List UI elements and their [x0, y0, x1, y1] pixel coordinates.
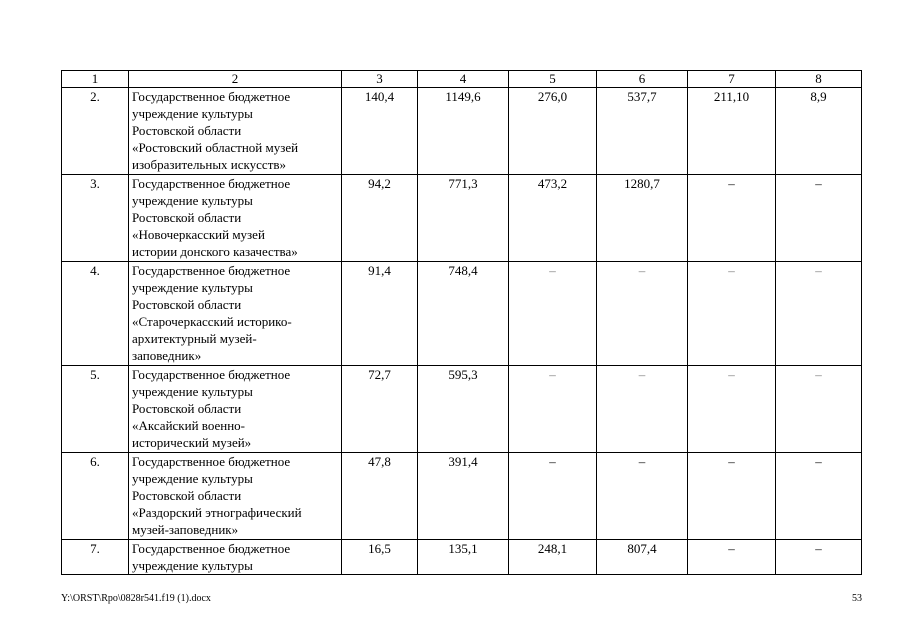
cell-col7: –: [688, 540, 776, 575]
cell-col6: –: [597, 262, 688, 366]
cell-col5: –: [509, 453, 597, 540]
cell-col7: 211,10: [688, 88, 776, 175]
cell-col6: –: [597, 453, 688, 540]
row-number: 6.: [62, 453, 129, 540]
cell-col5: 248,1: [509, 540, 597, 575]
cell-col8: –: [776, 453, 862, 540]
cell-col3: 94,2: [342, 175, 418, 262]
table-row: [62, 175, 862, 262]
cell-col8: –: [776, 540, 862, 575]
cell-col8: –: [776, 175, 862, 262]
table-row: [62, 366, 862, 453]
cell-col6: 1280,7: [597, 175, 688, 262]
row-number: 7.: [62, 540, 129, 575]
cell-col3: 72,7: [342, 366, 418, 453]
file-path-footer: Y:\ORST\Rpo\0828r541.f19 (1).docx: [61, 593, 211, 604]
cell-col8: –: [776, 262, 862, 366]
table-row: [62, 88, 862, 175]
cell-col7: –: [688, 262, 776, 366]
cell-col4: 595,3: [418, 366, 509, 453]
cell-col6: 807,4: [597, 540, 688, 575]
cell-col4: 391,4: [418, 453, 509, 540]
column-header: 3: [342, 71, 418, 88]
column-header: 2: [129, 71, 342, 88]
cell-col8: 8,9: [776, 88, 862, 175]
row-number: 5.: [62, 366, 129, 453]
row-number: 2.: [62, 88, 129, 175]
column-header: 8: [776, 71, 862, 88]
institution-name: Государственное бюджетное учреждение культуры Ростовской области «Новочеркасский музей истории донского казачества»: [129, 175, 342, 262]
table-row: [62, 262, 862, 366]
row-number: 3.: [62, 175, 129, 262]
cell-col3: 91,4: [342, 262, 418, 366]
data-table: [61, 70, 862, 575]
table-row: [62, 540, 862, 575]
column-header: 1: [62, 71, 129, 88]
cell-col4: 135,1: [418, 540, 509, 575]
cell-col5: –: [509, 262, 597, 366]
cell-col4: 1149,6: [418, 88, 509, 175]
cell-col6: 537,7: [597, 88, 688, 175]
table-header-row: [62, 71, 862, 88]
cell-col4: 748,4: [418, 262, 509, 366]
row-number: 4.: [62, 262, 129, 366]
column-header: 4: [418, 71, 509, 88]
cell-col3: 47,8: [342, 453, 418, 540]
cell-col3: 140,4: [342, 88, 418, 175]
cell-col7: –: [688, 175, 776, 262]
table-row: [62, 453, 862, 540]
cell-col6: –: [597, 366, 688, 453]
column-header: 6: [597, 71, 688, 88]
cell-col7: –: [688, 366, 776, 453]
cell-col5: 276,0: [509, 88, 597, 175]
institution-name: Государственное бюджетное учреждение культуры Ростовской области «Аксайский военно- исторический музей»: [129, 366, 342, 453]
column-header: 5: [509, 71, 597, 88]
cell-col8: –: [776, 366, 862, 453]
institution-name: Государственное бюджетное учреждение культуры: [129, 540, 342, 575]
institution-name: Государственное бюджетное учреждение культуры Ростовской области «Ростовский областной музей изобразительных искусств»: [129, 88, 342, 175]
institution-name: Государственное бюджетное учреждение культуры Ростовской области «Раздорский этнографический музей-заповедник»: [129, 453, 342, 540]
cell-col3: 16,5: [342, 540, 418, 575]
cell-col7: –: [688, 453, 776, 540]
page-number: 53: [852, 593, 862, 604]
cell-col5: –: [509, 366, 597, 453]
cell-col5: 473,2: [509, 175, 597, 262]
institution-name: Государственное бюджетное учреждение культуры Ростовской области «Старочеркасский историко- архитектурный музей- заповедник»: [129, 262, 342, 366]
cell-col4: 771,3: [418, 175, 509, 262]
column-header: 7: [688, 71, 776, 88]
